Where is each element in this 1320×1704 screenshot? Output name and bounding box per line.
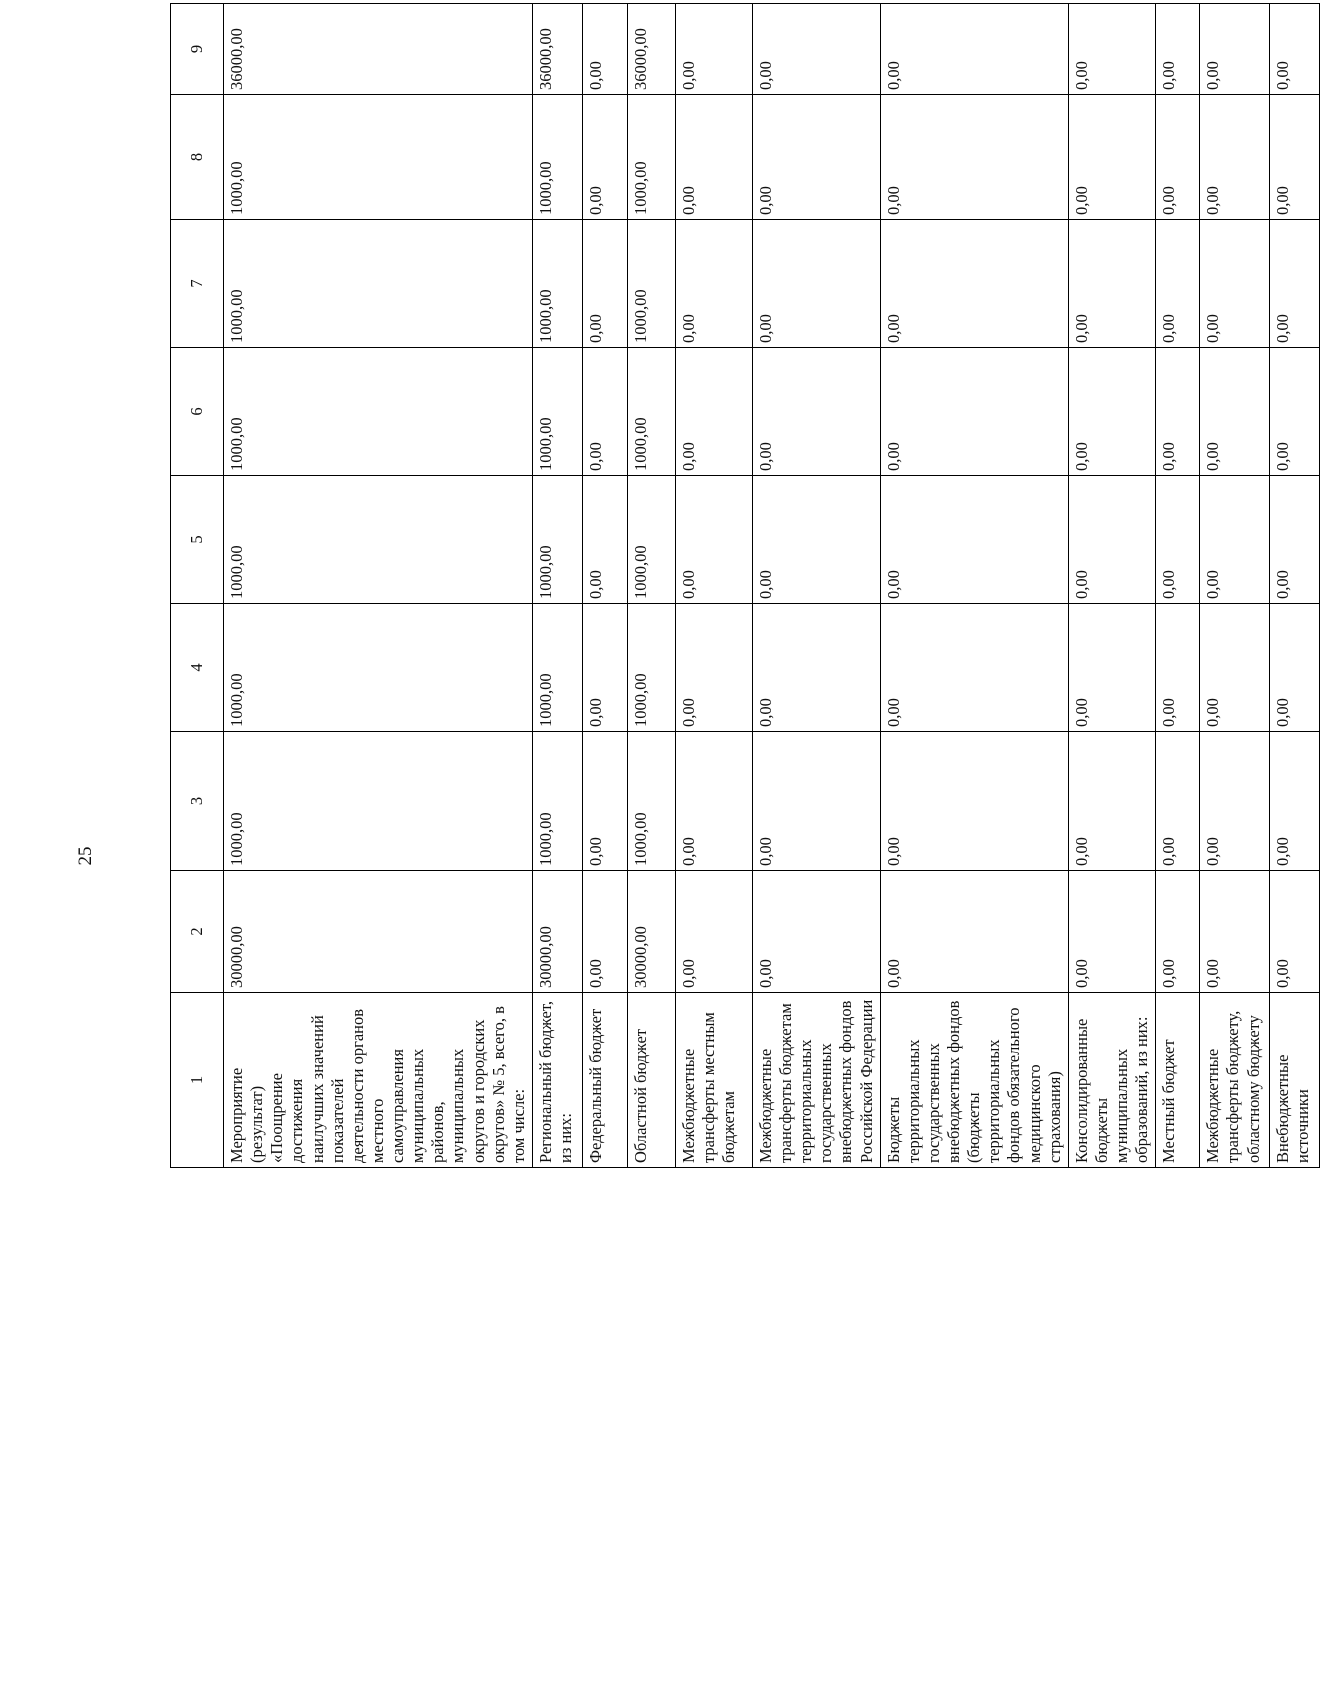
table-cell: 0,00 (1200, 604, 1270, 732)
table-header-row (171, 4, 224, 1168)
row-label: Внебюджетные источники (1270, 993, 1320, 1168)
column-header: 4 (171, 604, 224, 732)
table-cell: 0,00 (1270, 604, 1320, 732)
table-cell: 0,00 (752, 348, 880, 476)
column-header: 7 (171, 220, 224, 348)
table-cell: 1000,00 (627, 348, 675, 476)
table-cell: 0,00 (582, 732, 627, 871)
column-header: 2 (171, 871, 224, 993)
table-cell: 0,00 (880, 871, 1068, 993)
table-cell: 1000,00 (224, 348, 533, 476)
table-cell: 0,00 (1068, 732, 1156, 871)
table-cell: 1000,00 (224, 95, 533, 220)
table-cell: 0,00 (1270, 348, 1320, 476)
table-cell: 36000,00 (532, 4, 582, 95)
column-header: 6 (171, 348, 224, 476)
row-label: Областной бюджет (627, 993, 675, 1168)
table-cell: 0,00 (1200, 476, 1270, 604)
table-cell: 0,00 (1156, 220, 1200, 348)
table-cell: 0,00 (582, 348, 627, 476)
row-label: Федеральный бюджет (582, 993, 627, 1168)
table-cell: 0,00 (582, 220, 627, 348)
table-cell: 1000,00 (627, 476, 675, 604)
table-row (1270, 4, 1320, 1168)
table-cell: 0,00 (675, 348, 752, 476)
table-row (752, 4, 880, 1168)
table-cell: 1000,00 (224, 476, 533, 604)
table-cell: 0,00 (752, 95, 880, 220)
table-cell: 0,00 (1270, 732, 1320, 871)
table-cell: 0,00 (752, 871, 880, 993)
table-cell: 0,00 (1270, 476, 1320, 604)
table-cell: 0,00 (1156, 476, 1200, 604)
table-row (1068, 4, 1156, 1168)
table-cell: 0,00 (675, 732, 752, 871)
table-cell: 0,00 (1270, 95, 1320, 220)
table-row (532, 4, 582, 1168)
row-label: Бюджеты территориальных государственных внебюджетных фондов (бюджеты территориальных фондов обязательного медицинского страхования) (880, 993, 1068, 1168)
column-header: 9 (171, 4, 224, 95)
row-label: Консолидированные бюджеты муниципальных образований, из них: (1068, 993, 1156, 1168)
table-cell: 0,00 (752, 604, 880, 732)
budget-table (170, 3, 1320, 1168)
table-cell: 0,00 (880, 732, 1068, 871)
row-label: Местный бюджет (1156, 993, 1200, 1168)
table-cell: 0,00 (675, 476, 752, 604)
table-cell: 1000,00 (627, 95, 675, 220)
table-cell: 1000,00 (532, 604, 582, 732)
table-cell: 0,00 (1156, 348, 1200, 476)
table-cell: 0,00 (1200, 348, 1270, 476)
column-header: 5 (171, 476, 224, 604)
table-cell: 0,00 (880, 604, 1068, 732)
table-cell: 1000,00 (532, 476, 582, 604)
table-cell: 0,00 (582, 95, 627, 220)
table-cell: 0,00 (1068, 476, 1156, 604)
table-cell: 1000,00 (224, 220, 533, 348)
table-cell: 0,00 (752, 4, 880, 95)
table-cell: 30000,00 (532, 871, 582, 993)
rotated-table-wrapper (170, 28, 1313, 1168)
table-cell: 0,00 (1200, 95, 1270, 220)
table-cell: 0,00 (1156, 604, 1200, 732)
table-cell: 1000,00 (532, 732, 582, 871)
table-cell: 0,00 (1156, 4, 1200, 95)
table-cell: 0,00 (1200, 220, 1270, 348)
table-cell: 0,00 (675, 871, 752, 993)
table-cell: 0,00 (1270, 871, 1320, 993)
table-cell: 0,00 (880, 348, 1068, 476)
table-cell: 0,00 (752, 732, 880, 871)
table-cell: 0,00 (1068, 4, 1156, 95)
table-row (1156, 4, 1200, 1168)
table-cell: 0,00 (675, 220, 752, 348)
row-label: Мероприятие (результат) «Поощрение достижения наилучших значений показателей деятельности органов местного самоуправления муниципальных районов, муниципальных округов и городских округов» № 5, всего, в том числе: (224, 993, 533, 1168)
column-header: 3 (171, 732, 224, 871)
table-cell: 0,00 (752, 220, 880, 348)
table-cell: 1000,00 (532, 95, 582, 220)
table-cell: 0,00 (675, 95, 752, 220)
table-row (880, 4, 1068, 1168)
table-cell: 1000,00 (627, 732, 675, 871)
table-cell: 0,00 (880, 95, 1068, 220)
table-cell: 0,00 (1156, 871, 1200, 993)
table-cell: 0,00 (1200, 732, 1270, 871)
column-header: 8 (171, 95, 224, 220)
page-number: 25 (75, 846, 96, 866)
table-cell: 0,00 (1270, 220, 1320, 348)
table-cell: 0,00 (880, 4, 1068, 95)
table-cell: 0,00 (582, 604, 627, 732)
table-cell: 0,00 (675, 4, 752, 95)
table-cell: 0,00 (1068, 220, 1156, 348)
row-label: Межбюджетные трансферты местным бюджетам (675, 993, 752, 1168)
table-row (627, 4, 675, 1168)
table-cell: 1000,00 (532, 220, 582, 348)
table-cell: 1000,00 (627, 604, 675, 732)
row-label: Межбюджетные трансферты бюджету, областному бюджету (1200, 993, 1270, 1168)
table-cell: 0,00 (880, 220, 1068, 348)
table-cell: 0,00 (1068, 95, 1156, 220)
table-cell: 0,00 (582, 871, 627, 993)
table-cell: 0,00 (1156, 732, 1200, 871)
column-header: 1 (171, 993, 224, 1168)
table-cell: 0,00 (582, 4, 627, 95)
table-row (224, 4, 533, 1168)
table-cell: 36000,00 (224, 4, 533, 95)
table-cell: 0,00 (1068, 604, 1156, 732)
table-cell: 0,00 (1068, 348, 1156, 476)
table-cell: 36000,00 (627, 4, 675, 95)
table-cell: 0,00 (675, 604, 752, 732)
table-cell: 0,00 (582, 476, 627, 604)
table-cell: 0,00 (1200, 4, 1270, 95)
table-cell: 1000,00 (224, 604, 533, 732)
table-cell: 30000,00 (224, 871, 533, 993)
row-label: Межбюджетные трансферты бюджетам территориальных государственных внебюджетных фондов Российской Федерации (752, 993, 880, 1168)
table-cell: 0,00 (1200, 871, 1270, 993)
table-row (1200, 4, 1270, 1168)
table-row (675, 4, 752, 1168)
table-cell: 0,00 (1270, 4, 1320, 95)
row-label: Региональный бюджет, из них: (532, 993, 582, 1168)
table-cell: 0,00 (880, 476, 1068, 604)
table-row (582, 4, 627, 1168)
table-cell: 30000,00 (627, 871, 675, 993)
table-cell: 0,00 (1068, 871, 1156, 993)
table-cell: 0,00 (752, 476, 880, 604)
table-cell: 1000,00 (627, 220, 675, 348)
table-cell: 1000,00 (224, 732, 533, 871)
table-cell: 0,00 (1156, 95, 1200, 220)
table-cell: 1000,00 (532, 348, 582, 476)
